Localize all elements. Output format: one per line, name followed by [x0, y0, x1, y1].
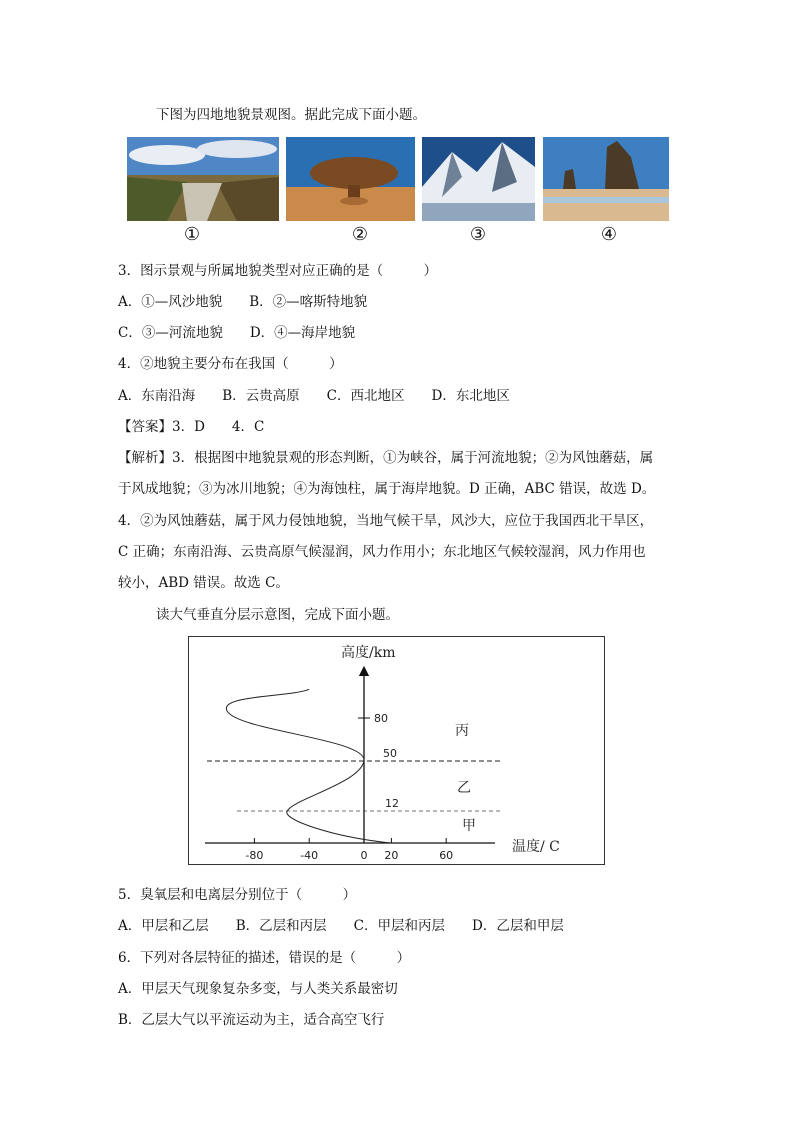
photo-caption-2: ②: [351, 224, 369, 245]
layer-label-bing: 丙: [455, 723, 469, 739]
layer-label-jia: 甲: [462, 818, 476, 834]
q6-option-a: A．甲层天气现象复杂多变，与人类关系最密切: [118, 981, 398, 997]
x-tick-label-4: 60: [439, 849, 454, 862]
q6-stem: 6．下列对各层特征的描述，错误的是（ ）: [118, 950, 411, 966]
q3-options-row2: C．③—河流地貌 D．④—海岸地貌: [118, 325, 356, 341]
intro-text-2: 读大气垂直分层示意图，完成下面小题。: [156, 607, 399, 623]
q4-stem: 4．②地貌主要分布在我国（ ）: [118, 356, 343, 372]
q6-option-b: B．乙层大气以平流运动为主，适合高空飞行: [118, 1012, 385, 1028]
analysis-p1-line1: 【解析】3．根据图中地貌景观的形态判断，①为峡谷，属于河流地貌；②为风蚀蘑菇，属: [118, 450, 654, 466]
photo-mushroom-rock: [286, 137, 415, 221]
analysis-p2-line3: 较小，ABD 错误。故选 C。: [118, 575, 289, 591]
x-tick-label-2: 0: [360, 849, 368, 862]
x-axis-label: 温度/ C: [512, 839, 560, 855]
atmosphere-layer-chart: [188, 636, 605, 865]
q3-stem: 3．图示景观与所属地貌类型对应正确的是（ ）: [118, 263, 438, 279]
y-tick-label-50: 50: [383, 747, 397, 760]
x-tick-label-3: 20: [384, 849, 399, 862]
y-tick-label-12: 12: [385, 797, 399, 810]
photo-caption-1: ①: [183, 224, 201, 245]
q5-stem: 5．臭氧层和电离层分别位于（ ）: [118, 887, 357, 903]
answer: 【答案】3．D 4．C: [118, 419, 265, 435]
analysis-p1-line2: 于风成地貌；③为冰川地貌；④为海蚀柱，属于海岸地貌。D 正确，ABC 错误，故选 D。: [118, 481, 656, 497]
photo-canyon: [127, 137, 279, 221]
layer-label-yi: 乙: [457, 780, 471, 796]
x-tick-label-0: -80: [245, 849, 264, 862]
q4-options: A．东南沿海 B．云贵高原 C．西北地区 D．东北地区: [118, 388, 510, 404]
y-tick-label-80: 80: [374, 712, 388, 725]
photo-caption-3: ③: [469, 224, 487, 245]
q5-options: A．甲层和乙层 B．乙层和丙层 C．甲层和丙层 D．乙层和甲层: [118, 918, 564, 934]
photo-glacier: [422, 137, 535, 221]
analysis-p2-line2: C 正确；东南沿海、云贵高原气候湿润，风力作用小；东北地区气候较湿润，风力作用也: [118, 544, 646, 560]
intro-text-1: 下图为四地地貌景观图。据此完成下面小题。: [156, 107, 426, 123]
photo-caption-4: ④: [600, 224, 618, 245]
photo-sea-stack: [543, 137, 669, 221]
q3-options-row1: A．①—风沙地貌 B．②—喀斯特地貌: [118, 294, 368, 310]
analysis-p2-line1: 4．②为风蚀蘑菇，属于风力侵蚀地貌，当地气候干旱，风沙大，应位于我国西北干旱区，: [118, 513, 654, 529]
temperature-curve: [226, 689, 391, 843]
x-tick-label-1: -40: [300, 849, 319, 862]
y-axis-label: 高度/km: [341, 645, 396, 661]
